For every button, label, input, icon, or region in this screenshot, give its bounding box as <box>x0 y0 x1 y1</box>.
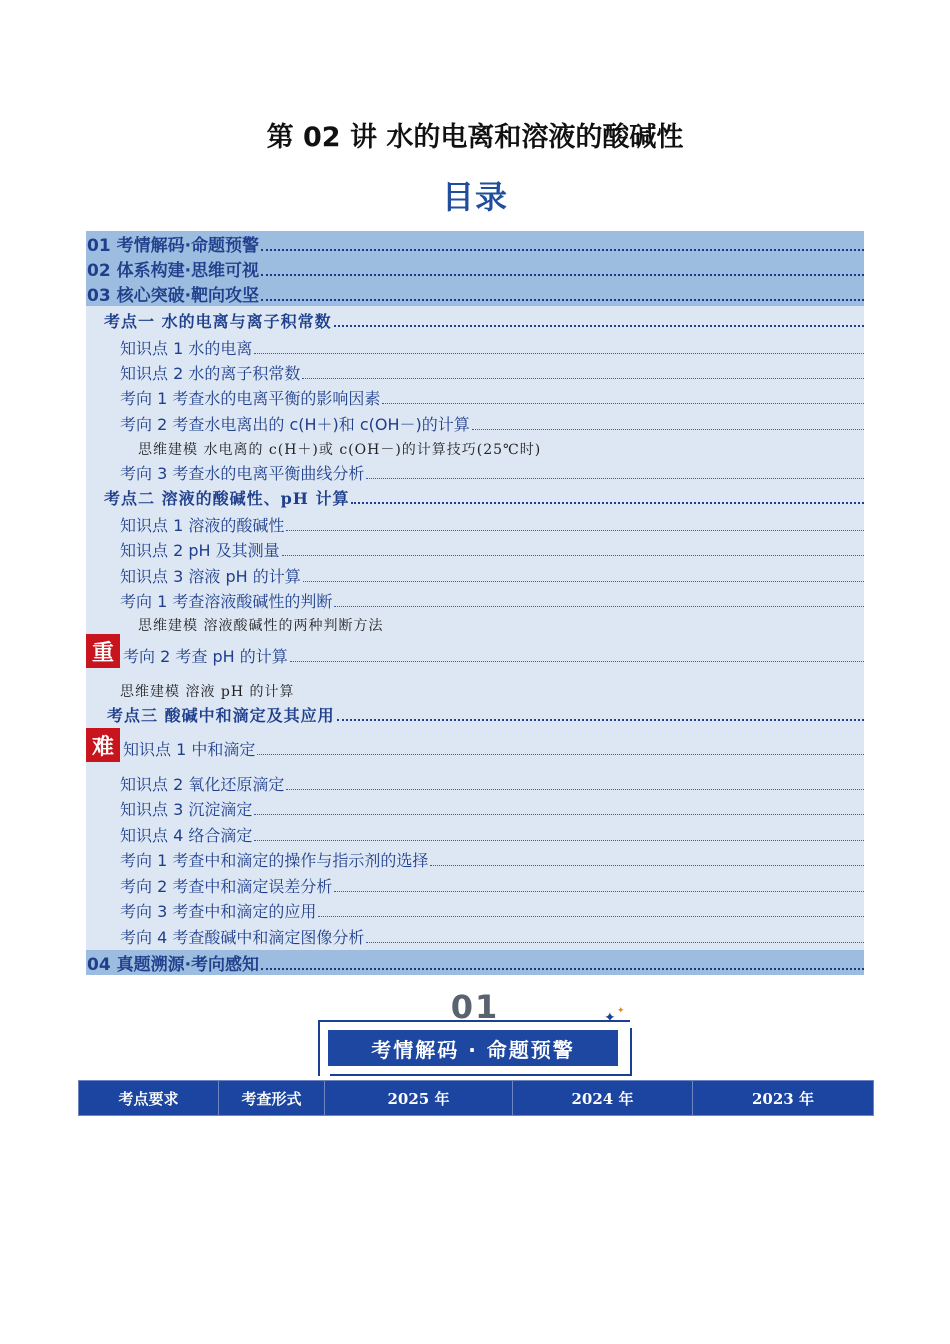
dot-leader <box>430 864 864 866</box>
table-of-contents <box>86 231 864 975</box>
toc-entry-thinking-model[interactable] <box>86 679 864 701</box>
toc-entry-label: 考向 2 考查中和滴定误差分析 <box>120 877 333 896</box>
toc-entry-label: 考向 3 考查水的电离平衡曲线分析 <box>120 464 365 483</box>
toc-entry[interactable] <box>86 796 864 820</box>
dot-leader <box>366 477 864 479</box>
toc-entry-01[interactable] <box>86 231 864 256</box>
column-header: 考查形式 <box>219 1081 325 1116</box>
toc-entry-topic-3[interactable] <box>86 702 864 726</box>
toc-entry[interactable] <box>86 847 864 871</box>
toc-entry[interactable] <box>86 563 864 587</box>
toc-entry-label: 知识点 2 氧化还原滴定 <box>120 775 285 794</box>
toc-entry-04[interactable] <box>86 950 864 975</box>
toc-entry[interactable] <box>86 822 864 846</box>
dot-leader <box>290 660 864 662</box>
toc-entry[interactable] <box>86 771 864 795</box>
toc-heading: 目录 <box>441 178 508 216</box>
dot-leader <box>337 718 864 721</box>
toc-entry[interactable] <box>86 411 864 435</box>
toc-entry[interactable] <box>86 512 864 536</box>
dot-leader <box>257 753 864 755</box>
dot-leader <box>318 915 864 917</box>
page-title: 第 02 讲 水的电离和溶液的酸碱性 <box>266 122 684 153</box>
toc-entry-label: 考向 1 考查溶液酸碱性的判断 <box>120 592 333 611</box>
dot-leader <box>261 298 864 301</box>
toc-entry-label: 知识点 1 中和滴定 <box>123 740 256 759</box>
dot-leader <box>334 605 864 607</box>
toc-entry-label: 知识点 3 沉淀滴定 <box>120 800 253 819</box>
dot-leader <box>286 529 864 531</box>
key-point-badge: 重 <box>86 634 120 668</box>
dot-leader <box>254 839 864 841</box>
toc-entry[interactable] <box>86 873 864 897</box>
toc-entry-02[interactable] <box>86 256 864 281</box>
toc-entry-label: 04 真题溯源·考向感知 <box>87 955 260 975</box>
toc-entry[interactable] <box>86 643 864 667</box>
toc-entry-label: 03 核心突破·靶向攻坚 <box>87 286 260 306</box>
toc-entry-label: 02 体系构建·思维可视 <box>87 261 260 281</box>
sparkle-icon: ✦ <box>604 1010 616 1026</box>
exam-requirements-table <box>78 1080 874 1116</box>
toc-entry-thinking-model[interactable] <box>86 613 864 635</box>
toc-entry[interactable] <box>86 898 864 922</box>
toc-entry-label: 思维建模 溶液酸碱性的两种判断方法 <box>138 618 384 634</box>
toc-entry[interactable] <box>86 335 864 359</box>
toc-entry[interactable] <box>86 360 864 384</box>
dot-leader <box>282 554 864 556</box>
dot-leader <box>261 967 864 970</box>
toc-entry-label: 考向 2 考查水电离出的 c(H＋)和 c(OH－)的计算 <box>120 415 470 434</box>
column-header: 考点要求 <box>79 1081 219 1116</box>
difficult-point-badge: 难 <box>86 728 120 762</box>
toc-entry-label: 考向 1 考查中和滴定的操作与指示剂的选择 <box>120 851 429 870</box>
section-title-banner: 考情解码 · 命题预警 <box>325 1027 621 1069</box>
dot-leader <box>334 324 864 327</box>
toc-entry-label: 知识点 2 pH 及其测量 <box>120 541 280 560</box>
dot-leader <box>254 352 864 354</box>
toc-entry-label: 考向 2 考查 pH 的计算 <box>123 647 288 666</box>
toc-entry-topic-1[interactable] <box>86 308 864 332</box>
toc-entry-03[interactable] <box>86 281 864 306</box>
dot-leader <box>366 941 864 943</box>
column-header: 2023 年 <box>693 1081 874 1116</box>
toc-entry-label: 考向 1 考查水的电离平衡的影响因素 <box>120 389 381 408</box>
section-number: 01 <box>450 988 500 1026</box>
dot-leader <box>382 402 864 404</box>
toc-entry-label: 考点三 酸碱中和滴定及其应用 <box>107 706 335 725</box>
table-header-row <box>79 1081 874 1116</box>
dot-leader <box>472 428 864 430</box>
sparkle-icon: ✦ <box>617 1006 625 1016</box>
toc-entry-label: 考向 3 考查中和滴定的应用 <box>120 902 317 921</box>
dot-leader <box>302 377 864 379</box>
toc-entry[interactable] <box>86 460 864 484</box>
toc-entry-label: 01 考情解码·命题预警 <box>87 236 260 256</box>
toc-entry-label: 知识点 1 溶液的酸碱性 <box>120 516 285 535</box>
toc-entry-label: 思维建模 溶液 pH 的计算 <box>120 684 295 700</box>
dot-leader <box>261 273 864 276</box>
dot-leader <box>303 580 864 582</box>
toc-entry[interactable] <box>86 385 864 409</box>
dot-leader <box>334 890 864 892</box>
toc-entry-label: 知识点 2 水的离子积常数 <box>120 364 301 383</box>
toc-entry[interactable] <box>86 924 864 948</box>
toc-entry-label: 知识点 4 络合滴定 <box>120 826 253 845</box>
column-header: 2024 年 <box>513 1081 693 1116</box>
dot-leader <box>261 248 864 251</box>
dot-leader <box>351 501 864 504</box>
toc-entry-label: 知识点 3 溶液 pH 的计算 <box>120 567 301 586</box>
toc-entry[interactable] <box>86 588 864 612</box>
toc-entry-label: 考向 4 考查酸碱中和滴定图像分析 <box>120 928 365 947</box>
toc-entry-label: 知识点 1 水的电离 <box>120 339 253 358</box>
toc-entry-label: 考点一 水的电离与离子积常数 <box>104 312 332 331</box>
toc-entry-label: 考点二 溶液的酸碱性、pH 计算 <box>104 489 350 508</box>
toc-entry-label: 思维建模 水电离的 c(H＋)或 c(OH－)的计算技巧(25℃时) <box>138 442 542 458</box>
toc-entry-topic-2[interactable] <box>86 485 864 509</box>
toc-entry-thinking-model[interactable] <box>86 437 864 459</box>
dot-leader <box>254 813 864 815</box>
dot-leader <box>286 788 864 790</box>
toc-entry[interactable] <box>86 537 864 561</box>
column-header: 2025 年 <box>325 1081 513 1116</box>
toc-entry[interactable] <box>86 736 864 760</box>
